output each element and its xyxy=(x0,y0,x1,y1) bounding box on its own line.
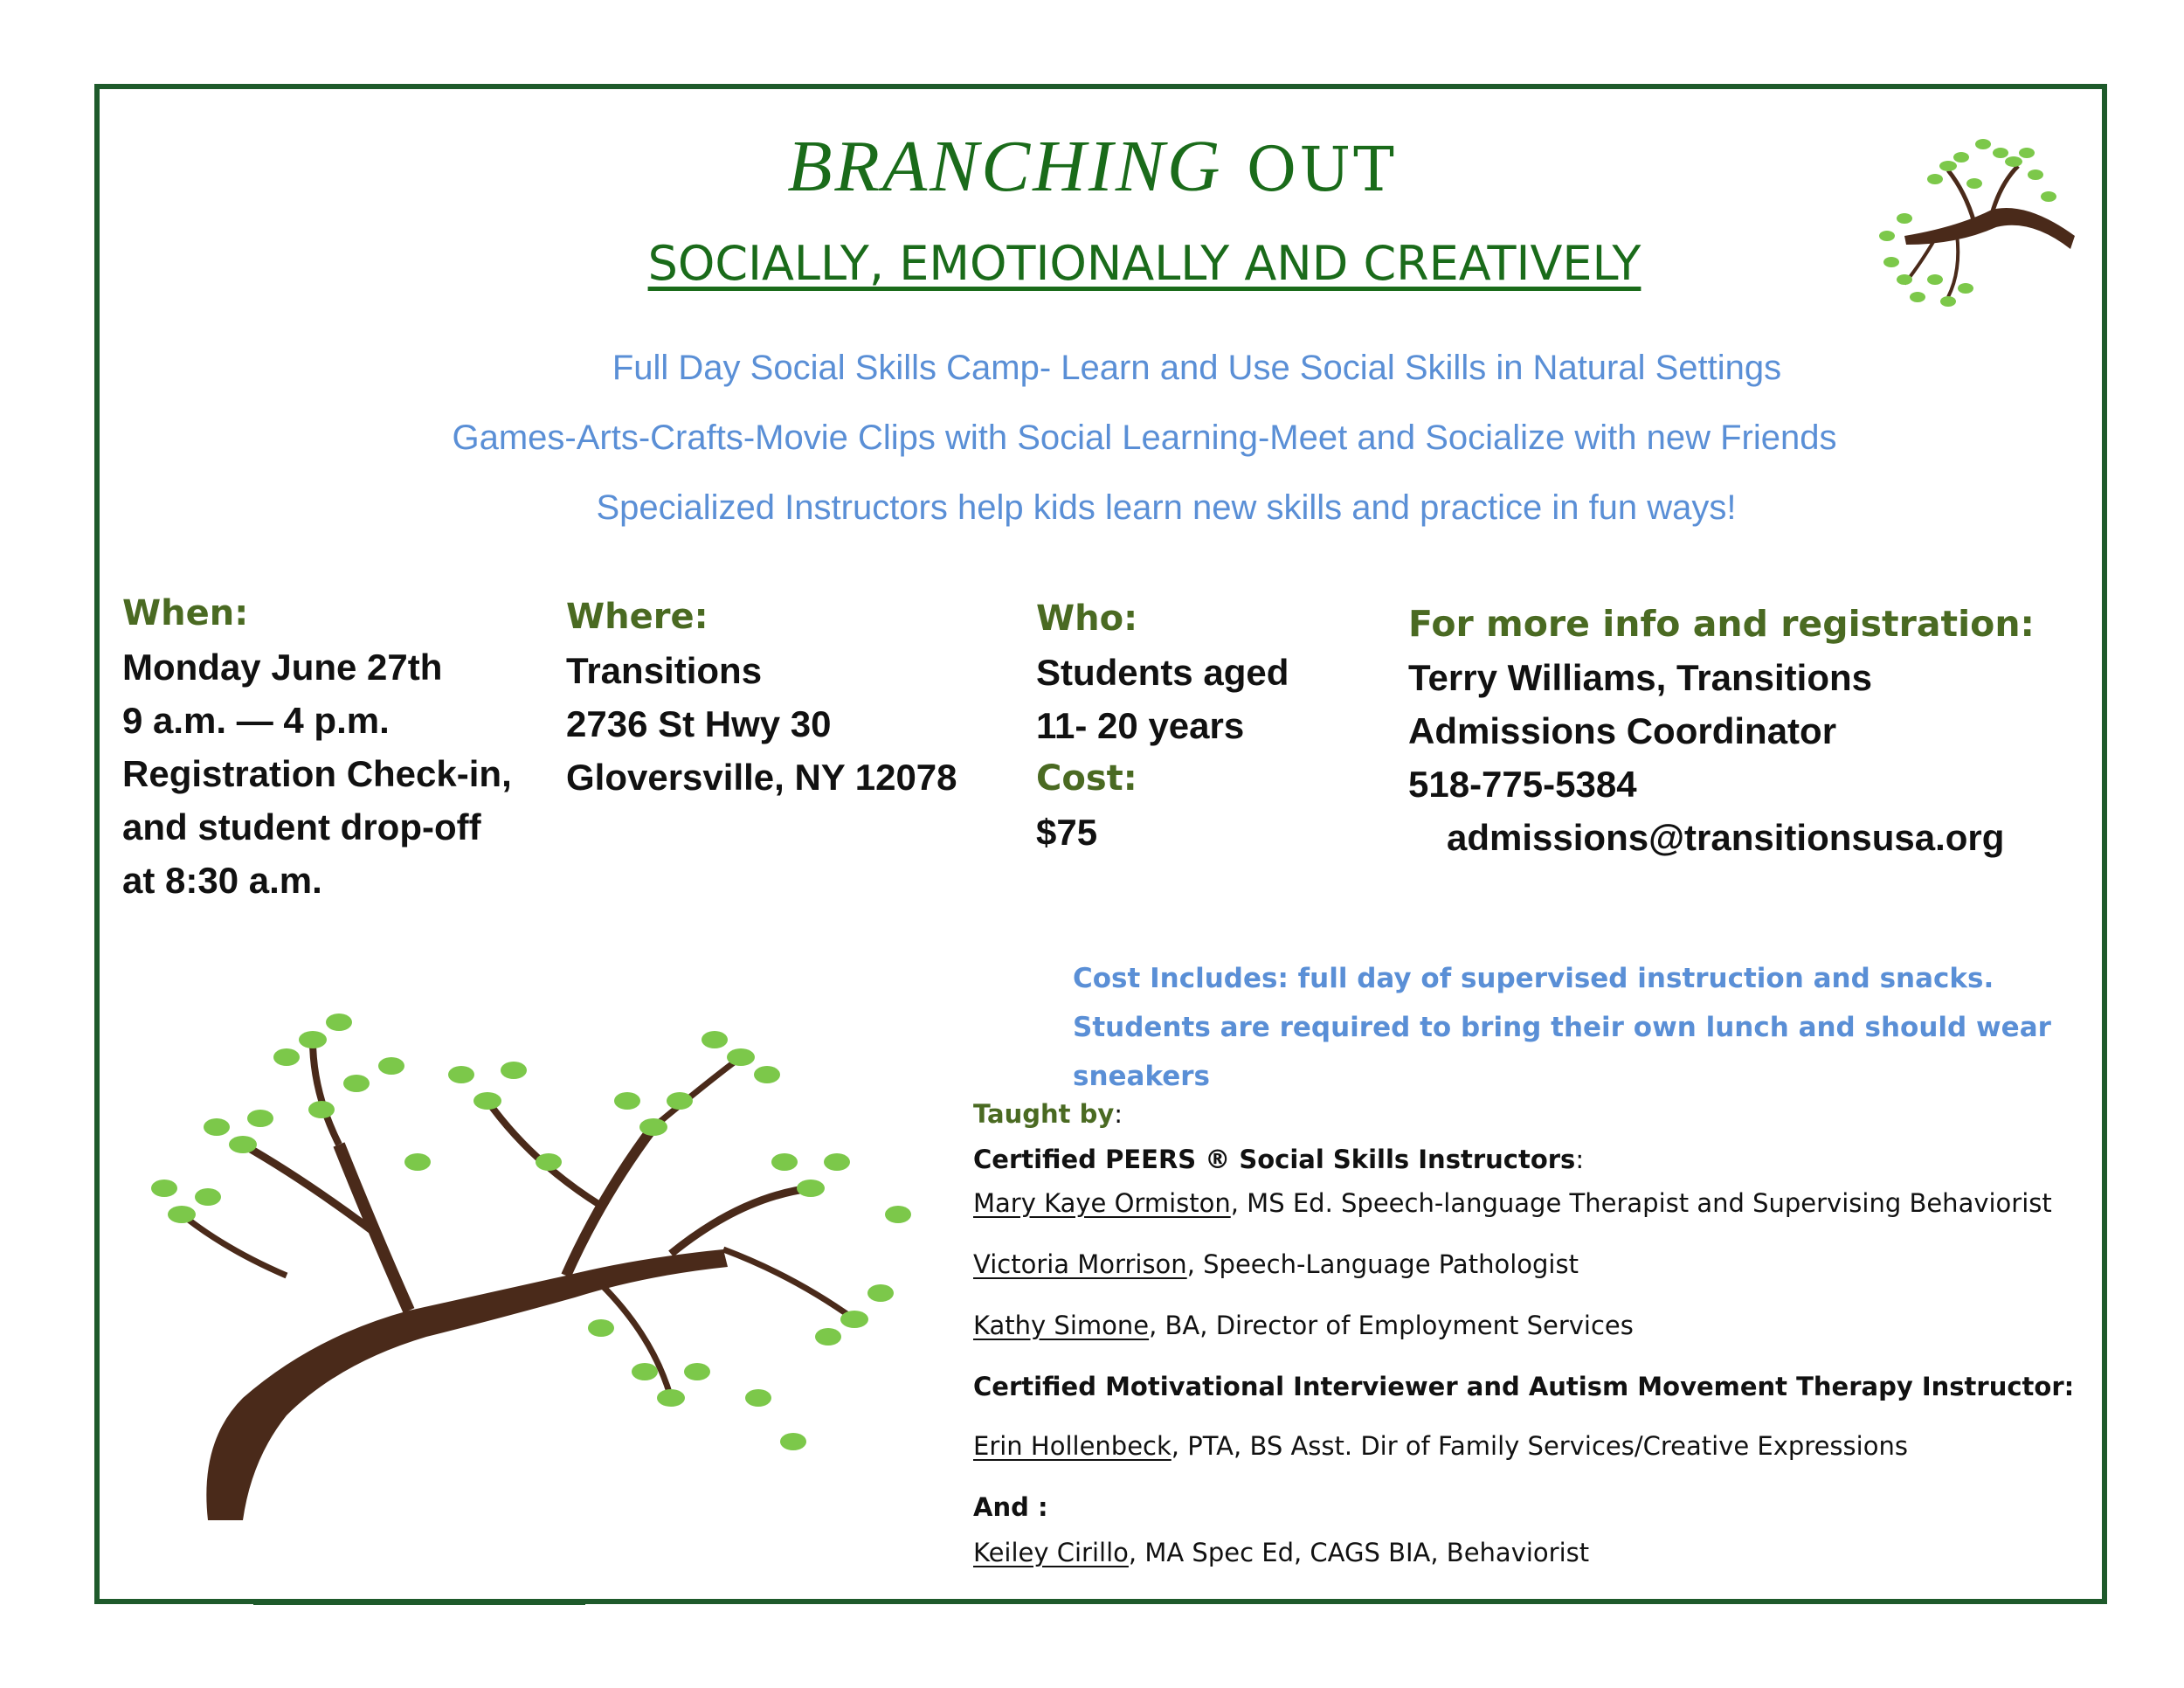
where-section xyxy=(566,591,957,804)
taught-by-label: Taught by: xyxy=(973,1099,1123,1129)
where-heading: Where: xyxy=(566,597,708,637)
group1-heading: Certified PEERS ® Social Skills Instructors: xyxy=(973,1145,1585,1174)
cost-value: $75 xyxy=(1036,812,1098,853)
when-line: 9 a.m. — 4 p.m. xyxy=(122,700,390,741)
cost-heading: Cost: xyxy=(1036,758,1137,799)
info-line: Admissions Coordinator xyxy=(1408,710,1837,751)
intro-line: Games-Arts-Crafts-Movie Clips with Social Learning-Meet and Socialize with new Friends xyxy=(452,419,1837,457)
intro-text xyxy=(0,346,2184,556)
email-link[interactable]: admissions@transitionsusa.org xyxy=(1447,817,2005,858)
decorative-bar xyxy=(253,1599,585,1605)
who-line: 11- 20 years xyxy=(1036,705,1245,746)
where-line: Transitions xyxy=(566,650,763,691)
when-line: and student drop-off xyxy=(122,806,481,847)
flyer-subtitle: SOCIALLY, EMOTIONALLY AND CREATIVELY xyxy=(647,236,1641,291)
where-line: 2736 St Hwy 30 xyxy=(566,703,832,744)
when-section xyxy=(122,587,512,907)
info-line: 518-775-5384 xyxy=(1408,764,1637,805)
info-heading: For more info and registration: xyxy=(1408,603,2035,645)
instructor-row: Kathy Simone, BA, Director of Employment Services xyxy=(973,1311,1634,1340)
when-heading: When: xyxy=(122,593,249,633)
instructor-row: Mary Kaye Ormiston, MS Ed. Speech-language Therapist and Supervising Behaviorist xyxy=(973,1188,2052,1218)
instructor-row: Victoria Morrison, Speech-Language Pathologist xyxy=(973,1249,1579,1279)
title-branching: BRANCHING xyxy=(787,126,1223,207)
when-line: Monday June 27th xyxy=(122,647,443,688)
when-line: Registration Check-in, xyxy=(122,753,512,794)
instructor-row: Erin Hollenbeck, PTA, BS Asst. Dir of Family Services/Creative Expressions xyxy=(973,1431,1908,1461)
info-line: Terry Williams, Transitions xyxy=(1408,657,1873,698)
who-heading: Who: xyxy=(1036,598,1138,639)
instructor-row: Keiley Cirillo, MA Spec Ed, CAGS BIA, Behaviorist xyxy=(973,1538,1590,1567)
small-tree-illustration xyxy=(1852,131,2079,315)
group2-heading: Certified Motivational Interviewer and Autism Movement Therapy Instructor: xyxy=(973,1372,2075,1401)
who-line: Students aged xyxy=(1036,652,1289,693)
cost-note: Cost Includes: full day of supervised instruction and snacks. Students are required to bring their own lunch and should wear sneakers xyxy=(1073,963,2051,1092)
title-out: OUT xyxy=(1246,134,1397,205)
and-label: And : xyxy=(973,1492,1048,1522)
where-line: Gloversville, NY 12078 xyxy=(566,757,957,798)
info-section xyxy=(1408,598,2035,864)
who-section xyxy=(1036,592,1289,859)
large-tree-illustration xyxy=(112,987,942,1529)
when-line: at 8:30 a.m. xyxy=(122,860,322,901)
intro-line: Full Day Social Skills Camp- Learn and Use Social Skills in Natural Settings xyxy=(612,349,1782,387)
intro-line: Specialized Instructors help kids learn new skills and practice in fun ways! xyxy=(596,488,1737,527)
